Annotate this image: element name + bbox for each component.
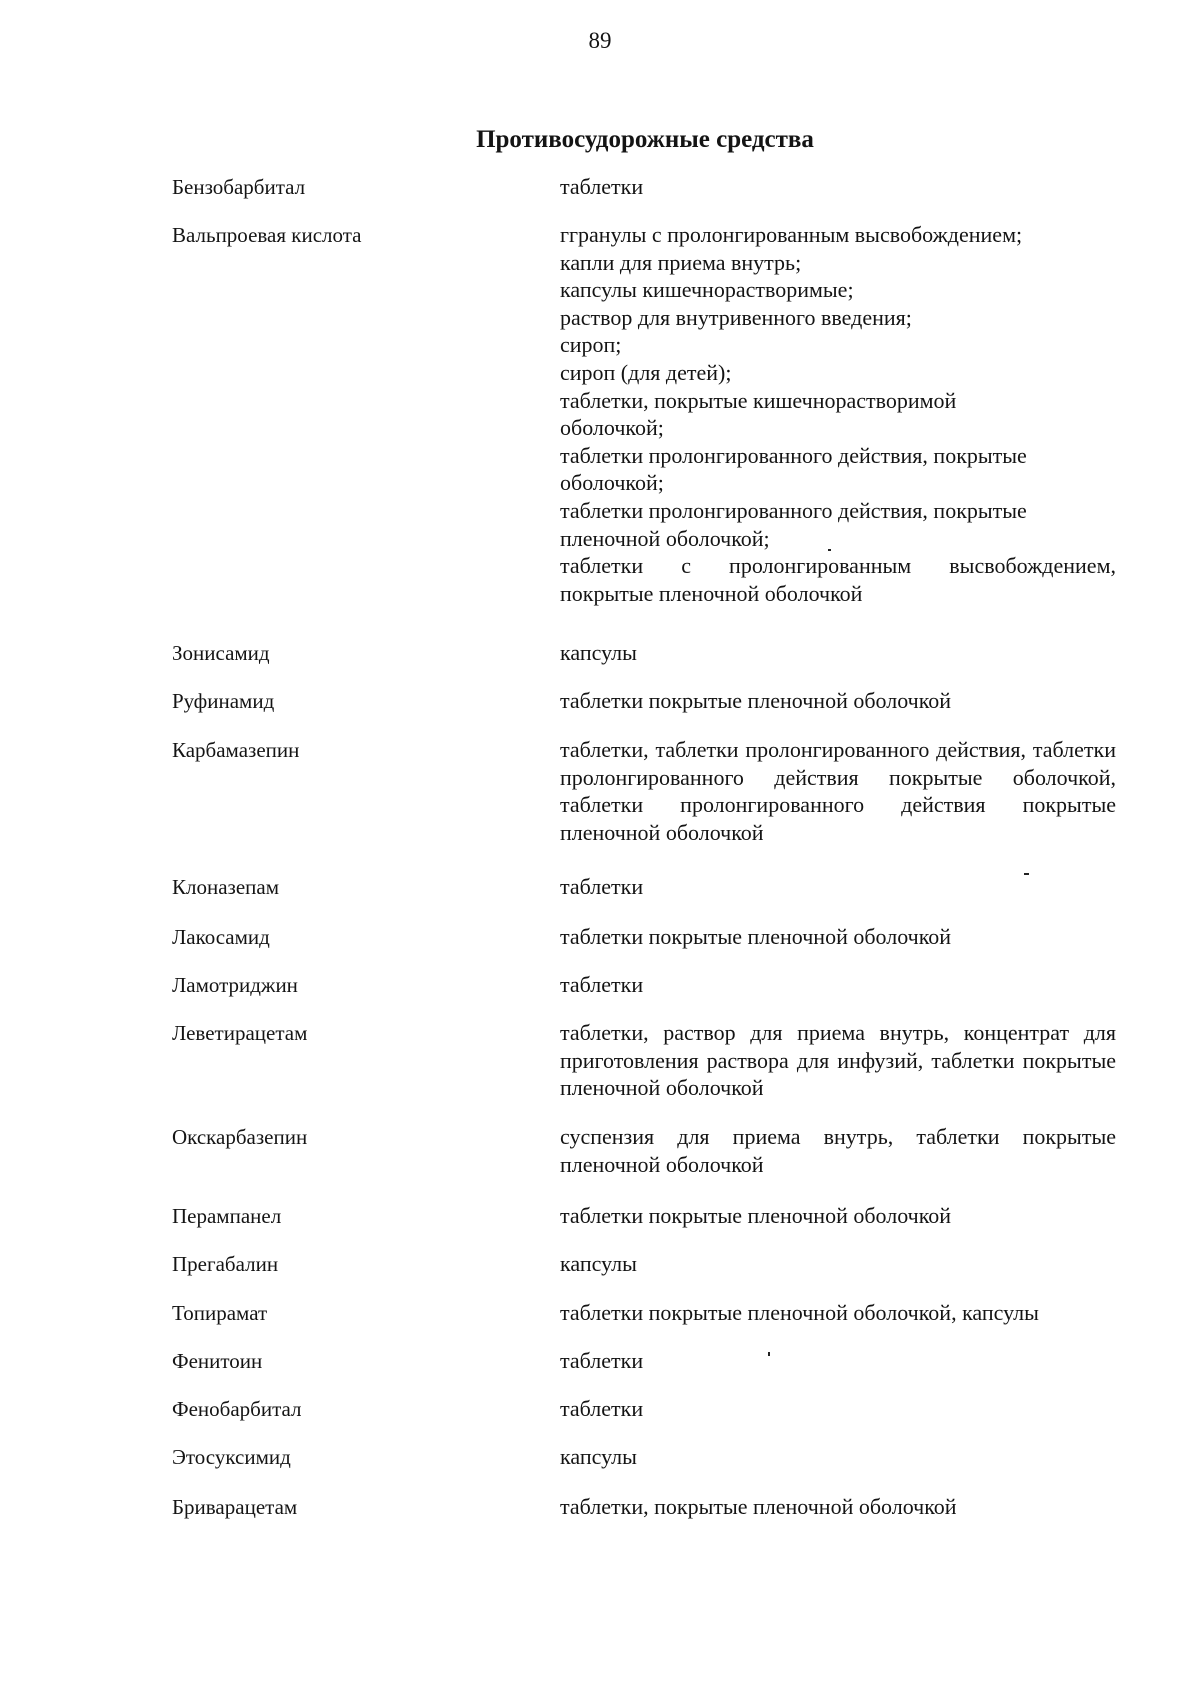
drug-forms: [560, 1395, 1116, 1423]
drug-row: [172, 687, 1116, 715]
dosage-form-line: сироп;: [560, 332, 622, 358]
dosage-form-line: пленочной оболочкой;: [560, 525, 770, 551]
drug-name: Топирамат: [172, 1301, 268, 1325]
dosage-form-line: таблетки: [560, 1348, 644, 1373]
drug-row: [172, 1493, 1116, 1521]
drug-name: Прегабалин: [172, 1252, 279, 1276]
section-title: Противосудорожные средства: [476, 126, 814, 153]
drug-forms: [560, 639, 1116, 667]
drug-row: [172, 1123, 1116, 1178]
dosage-form-line: покрытые пленочной оболочкой: [560, 580, 863, 606]
drug-row: [172, 221, 1116, 607]
drug-row: [172, 1019, 1116, 1102]
scan-speck: [1024, 873, 1029, 875]
dosage-form-line: капсулы: [560, 640, 637, 665]
drug-row: [172, 971, 1116, 999]
drug-row: [172, 1395, 1116, 1423]
drug-name: Фенитоин: [172, 1349, 263, 1373]
drug-row: [172, 173, 1116, 201]
drug-name: Перампанел: [172, 1204, 282, 1228]
dosage-form-line: таблетки пролонгированного действия, покрытые: [560, 497, 1027, 523]
dosage-form-line: таблетки пролонгированного действия, покрытые: [560, 442, 1027, 468]
drug-forms: суспензия для приема внутрь, таблетки покрытые пленочной оболочкой: [560, 1124, 1116, 1177]
drug-row: [172, 873, 1116, 901]
dosage-form-line: сироп (для детей);: [560, 359, 732, 385]
dosage-form-line: таблетки покрытые пленочной оболочкой: [560, 924, 952, 949]
dosage-form-line: таблетки покрытые пленочной оболочкой: [560, 688, 952, 713]
drug-name: Лакосамид: [172, 925, 270, 949]
dosage-form-line: капсулы: [560, 1444, 637, 1469]
drug-forms: [560, 923, 1116, 951]
drug-name: Зонисамид: [172, 641, 270, 665]
drug-forms: [560, 221, 1116, 607]
drug-forms: [560, 1347, 1116, 1375]
drug-name: Фенобарбитал: [172, 1397, 302, 1421]
drug-forms: [560, 687, 1116, 715]
drug-forms: [560, 1202, 1116, 1230]
dosage-form-line: таблетки: [560, 1396, 644, 1421]
drug-forms: [560, 873, 1116, 901]
drug-name: Вальпроевая кислота: [172, 223, 362, 247]
drug-name: Окскарбазепин: [172, 1125, 308, 1149]
dosage-form-line: таблетки: [560, 874, 644, 899]
drug-row: [172, 1202, 1116, 1230]
dosage-form-line: таблетки, покрытые кишечнорастворимой: [560, 387, 957, 413]
scan-speck: [828, 549, 831, 551]
drug-row: [172, 1443, 1116, 1471]
drug-forms: [560, 1250, 1116, 1278]
dosage-form-line: таблетки, покрытые пленочной оболочкой: [560, 1494, 957, 1519]
drug-forms: [560, 1299, 1116, 1327]
dosage-form-line: капли для приема внутрь;: [560, 249, 802, 275]
drug-forms: таблетки, таблетки пролонгированного действия, таблетки пролонгированного действия покрытые оболочкой, таблетки пролонгированного действия покрытые пленочной оболочкой: [560, 737, 1116, 845]
scan-speck: [768, 1352, 770, 1356]
drug-forms: [560, 1443, 1116, 1471]
dosage-form-line: таблетки покрытые пленочной оболочкой, капсулы: [560, 1300, 1039, 1325]
drug-forms: [560, 1493, 1116, 1521]
drug-forms: [560, 971, 1116, 999]
drug-name: Карбамазепин: [172, 738, 300, 762]
drug-forms: [560, 173, 1116, 201]
dosage-form-line: ггранулы с пролонгированным высвобождением;: [560, 222, 1023, 247]
drug-name: Руфинамид: [172, 689, 275, 713]
dosage-form-line: раствор для внутривенного введения;: [560, 304, 912, 330]
drug-row: [172, 1250, 1116, 1278]
drug-name: Леветирацетам: [172, 1021, 308, 1045]
drug-name: Бриварацетам: [172, 1495, 298, 1519]
dosage-form-line: капсулы: [560, 1251, 637, 1276]
drug-row: [172, 1299, 1116, 1327]
dosage-form-line: таблетки: [560, 972, 644, 997]
drug-row: [172, 1347, 1116, 1375]
drug-row: [172, 639, 1116, 667]
dosage-form-line: таблетки покрытые пленочной оболочкой: [560, 1203, 952, 1228]
dosage-form-line: оболочкой;: [560, 470, 664, 496]
drug-row: [172, 736, 1116, 846]
drug-name: Клоназепам: [172, 875, 280, 899]
dosage-form-line: капсулы кишечнорастворимые;: [560, 277, 854, 303]
drug-forms: таблетки, раствор для приема внутрь, концентрат для приготовления раствора для инфузий, таблетки покрытые пленочной оболочкой: [560, 1020, 1116, 1101]
page-number: 89: [588, 28, 612, 53]
drug-name: Этосуксимид: [172, 1445, 291, 1469]
dosage-form-line: таблетки: [560, 174, 644, 199]
drug-row: [172, 923, 1116, 951]
dosage-form-line: таблетки с пролонгированным высвобождением,: [560, 553, 1116, 579]
drug-name: Бензобарбитал: [172, 175, 306, 199]
dosage-form-line: оболочкой;: [560, 415, 664, 441]
drug-name: Ламотриджин: [172, 973, 298, 997]
